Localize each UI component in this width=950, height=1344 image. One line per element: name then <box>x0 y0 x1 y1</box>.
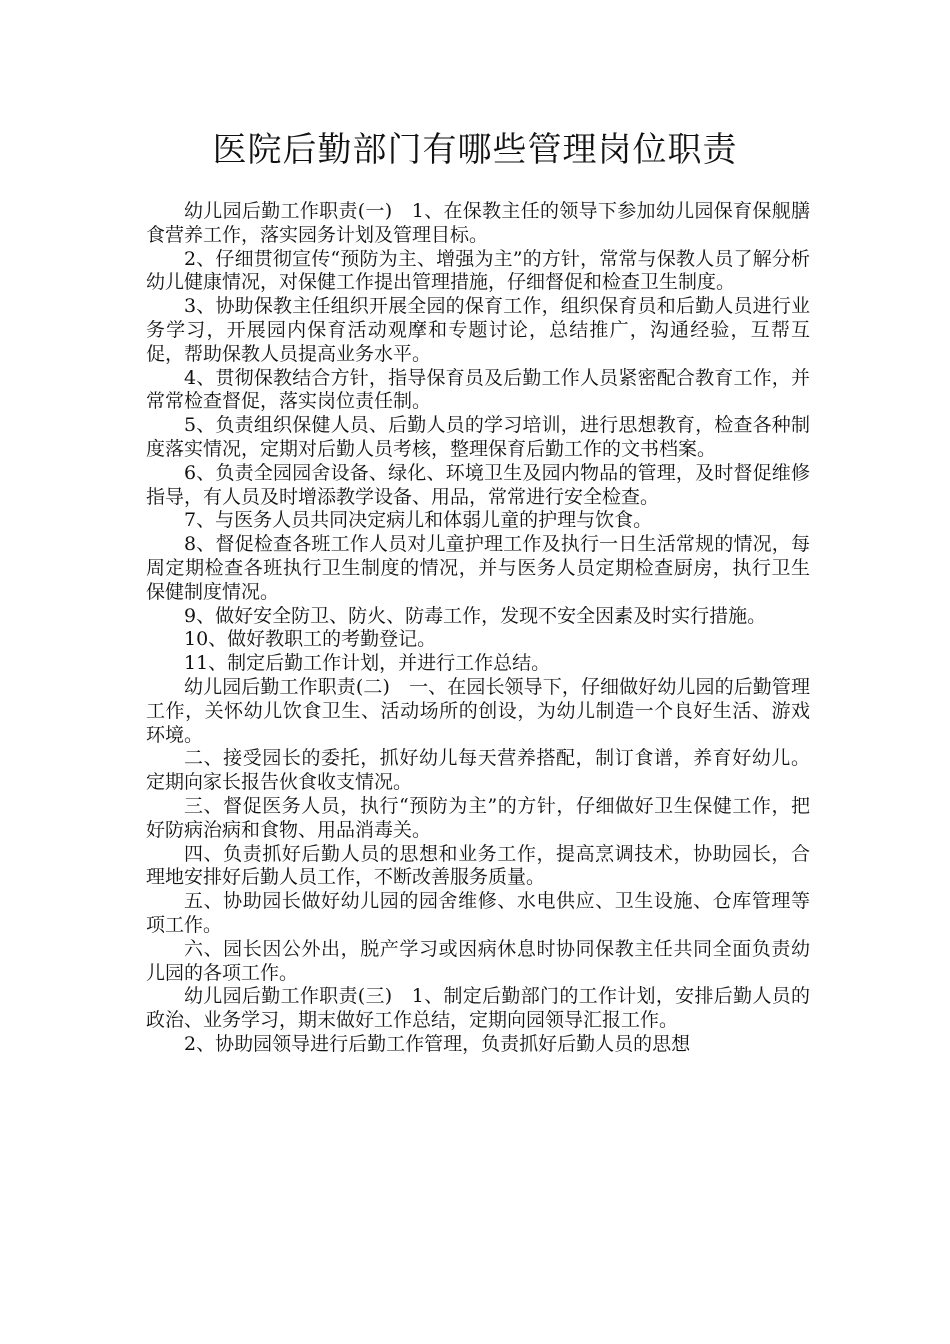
paragraph: 幼儿园后勤工作职责(一) 1、在保教主任的领导下参加幼儿园保育保舰膳食营养工作，落实园务计划及管理目标。 <box>146 200 810 246</box>
paragraph: 三、督促医务人员，执行“预防为主”的方针，仔细做好卫生保健工作，把好防病治病和食物、用品消毒关。 <box>146 794 810 841</box>
paragraph: 幼儿园后勤工作职责(三) 1、制定后勤部门的工作计划，安排后勤人员的政治、业务学习，期末做好工作总结，定期向园领导汇报工作。 <box>146 985 810 1032</box>
paragraph: 8、督促检查各班工作人员对儿童护理工作及执行一日生活常规的情况，每周定期检查各班执行卫生制度的情况，并与医务人员定期检查厨房，执行卫生保健制度情况。 <box>146 533 810 603</box>
paragraph: 2、仔细贯彻宣传“预防为主、增强为主”的方针，常常与保教人员了解分析幼儿健康情况，对保健工作提出管理措施，仔细督促和检查卫生制度。 <box>146 247 810 294</box>
paragraph: 二、接受园长的委托，抓好幼儿每天营养搭配，制订食谱，养育好幼儿。定期向家长报告伙食收支情况。 <box>146 747 810 794</box>
paragraph: 11、制定后勤工作计划，并进行工作总结。 <box>184 652 551 675</box>
paragraph: 10、做好教职工的考勤登记。 <box>184 628 437 651</box>
paragraph: 六、园长因公外出，脱产学习或因病休息时协同保教主任共同全面负责幼儿园的各项工作。 <box>146 937 810 984</box>
paragraph: 7、与医务人员共同决定病儿和体弱儿童的护理与饮食。 <box>184 509 653 532</box>
paragraph: 9、做好安全防卫、防火、防毒工作，发现不安全因素及时实行措施。 <box>184 604 767 627</box>
paragraph: 2、协助园领导进行后勤工作管理，负责抓好后勤人员的思想 <box>184 1032 691 1055</box>
paragraph: 五、协助园长做好幼儿园的园舍维修、水电供应、卫生设施、仓库管理等项工作。 <box>146 890 810 936</box>
document-body <box>146 200 810 1057</box>
paragraph: 四、负责抓好后勤人员的思想和业务工作，提高烹调技术，协助园长，合理地安排好后勤人员工作，不断改善服务质量。 <box>146 842 810 889</box>
paragraph: 4、贯彻保教结合方针，指导保育员及后勤工作人员紧密配合教育工作，并常常检查督促，落实岗位责任制。 <box>146 366 810 413</box>
paragraph: 幼儿园后勤工作职责(二) 一、在园长领导下，仔细做好幼儿园的后勤管理工作，关怀幼儿饮食卫生、活动场所的创设，为幼儿制造一个良好生活、游戏环境。 <box>146 675 810 746</box>
paragraph: 5、负责组织保健人员、后勤人员的学习培训，进行思想教育，检查各种制度落实情况，定期对后勤人员考核，整理保育后勤工作的文书档案。 <box>146 414 810 460</box>
paragraph: 3、协助保教主任组织开展全园的保育工作，组织保育员和后勤人员进行业务学习，开展园内保育活动观摩和专题讨论，总结推广，沟通经验，互帮互促，帮助保教人员提高业务水平。 <box>146 295 810 365</box>
paragraph: 6、负责全园园舍设备、绿化、环境卫生及园内物品的管理，及时督促维修指导，有人员及时增添教学设备、用品，常常进行安全检查。 <box>146 461 810 508</box>
document-title: 医院后勤部门有哪些管理岗位职责 <box>212 130 738 170</box>
